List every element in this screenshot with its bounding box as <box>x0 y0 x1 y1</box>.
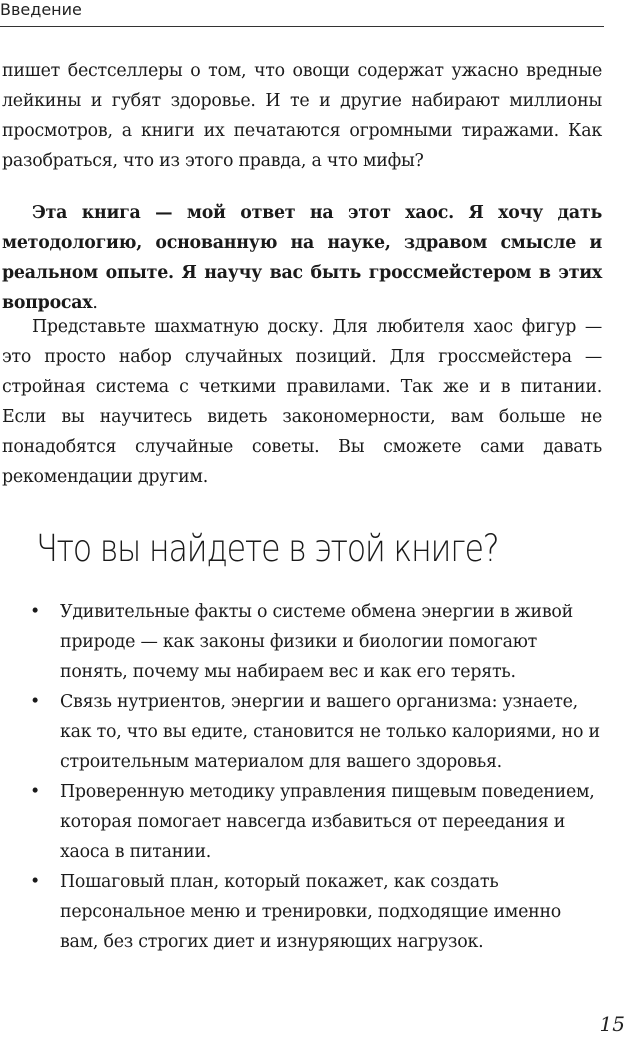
list-item-text: Удивительные факты о системе обмена энергии в живой природе — как законы физики и биологии помогают понять, почему мы набираем вес и как его терять. <box>60 602 573 682</box>
paragraph-continuation <box>2 56 602 176</box>
bullet-marker: • <box>30 872 41 892</box>
list-item <box>0 777 604 867</box>
section-heading: Что вы найдете в этой книге? <box>36 527 499 570</box>
list-item <box>0 867 604 957</box>
paragraph-chess <box>2 312 602 492</box>
paragraph-1-text: пишет бестселлеры о том, что овощи содержат ужасно вредные лейкины и губят здоровье. И те и другие набирают миллионы просмотров, а книги их печатаются огромными тиражами. Как разобраться, что из этого правда, а что мифы? <box>2 61 602 171</box>
header-rule <box>0 26 604 27</box>
page-number: 15 <box>599 1012 625 1036</box>
list-item-text: Связь нутриентов, энергии и вашего организма: узнаете, как то, что вы едите, становится не только калориями, но и строительным материалом для вашего здоровья. <box>60 692 600 772</box>
list-item <box>0 687 604 777</box>
list-item-text: Пошаговый план, который покажет, как создать персональное меню и тренировки, подходящие именно вам, без строгих диет и изнуряющих нагрузок. <box>60 872 562 952</box>
paragraph-2-bold-text: Эта книга — мой ответ на этот хаос. Я хочу дать методологию, основанную на науке, здравом смысле и реальном опыте. Я научу вас быть гроссмейстером в этих вопросах <box>2 203 602 313</box>
paragraph-3-text: Представьте шахматную доску. Для любителя хаос фигур — это просто набор случайных позиций. Для гроссмейстера — стройная система с четкими правилами. Так же и в питании. Если вы научитесь видеть закономерности, вам больше не понадобятся случайные советы. Вы сможете сами давать рекомендации другим. <box>2 317 602 487</box>
list-item-text: Проверенную методику управления пищевым поведением, которая помогает навсегда избавиться от переедания и хаоса в питании. <box>60 782 595 862</box>
paragraph-2-text <box>2 198 602 318</box>
bullet-list <box>0 597 604 957</box>
bullet-marker: • <box>30 782 41 802</box>
list-item <box>0 597 604 687</box>
paragraph-emphasis <box>2 198 602 318</box>
bullet-marker: • <box>30 692 41 712</box>
bullet-marker: • <box>30 602 41 622</box>
paragraph-2-period: . <box>92 293 98 313</box>
running-head: Введение <box>0 0 82 19</box>
